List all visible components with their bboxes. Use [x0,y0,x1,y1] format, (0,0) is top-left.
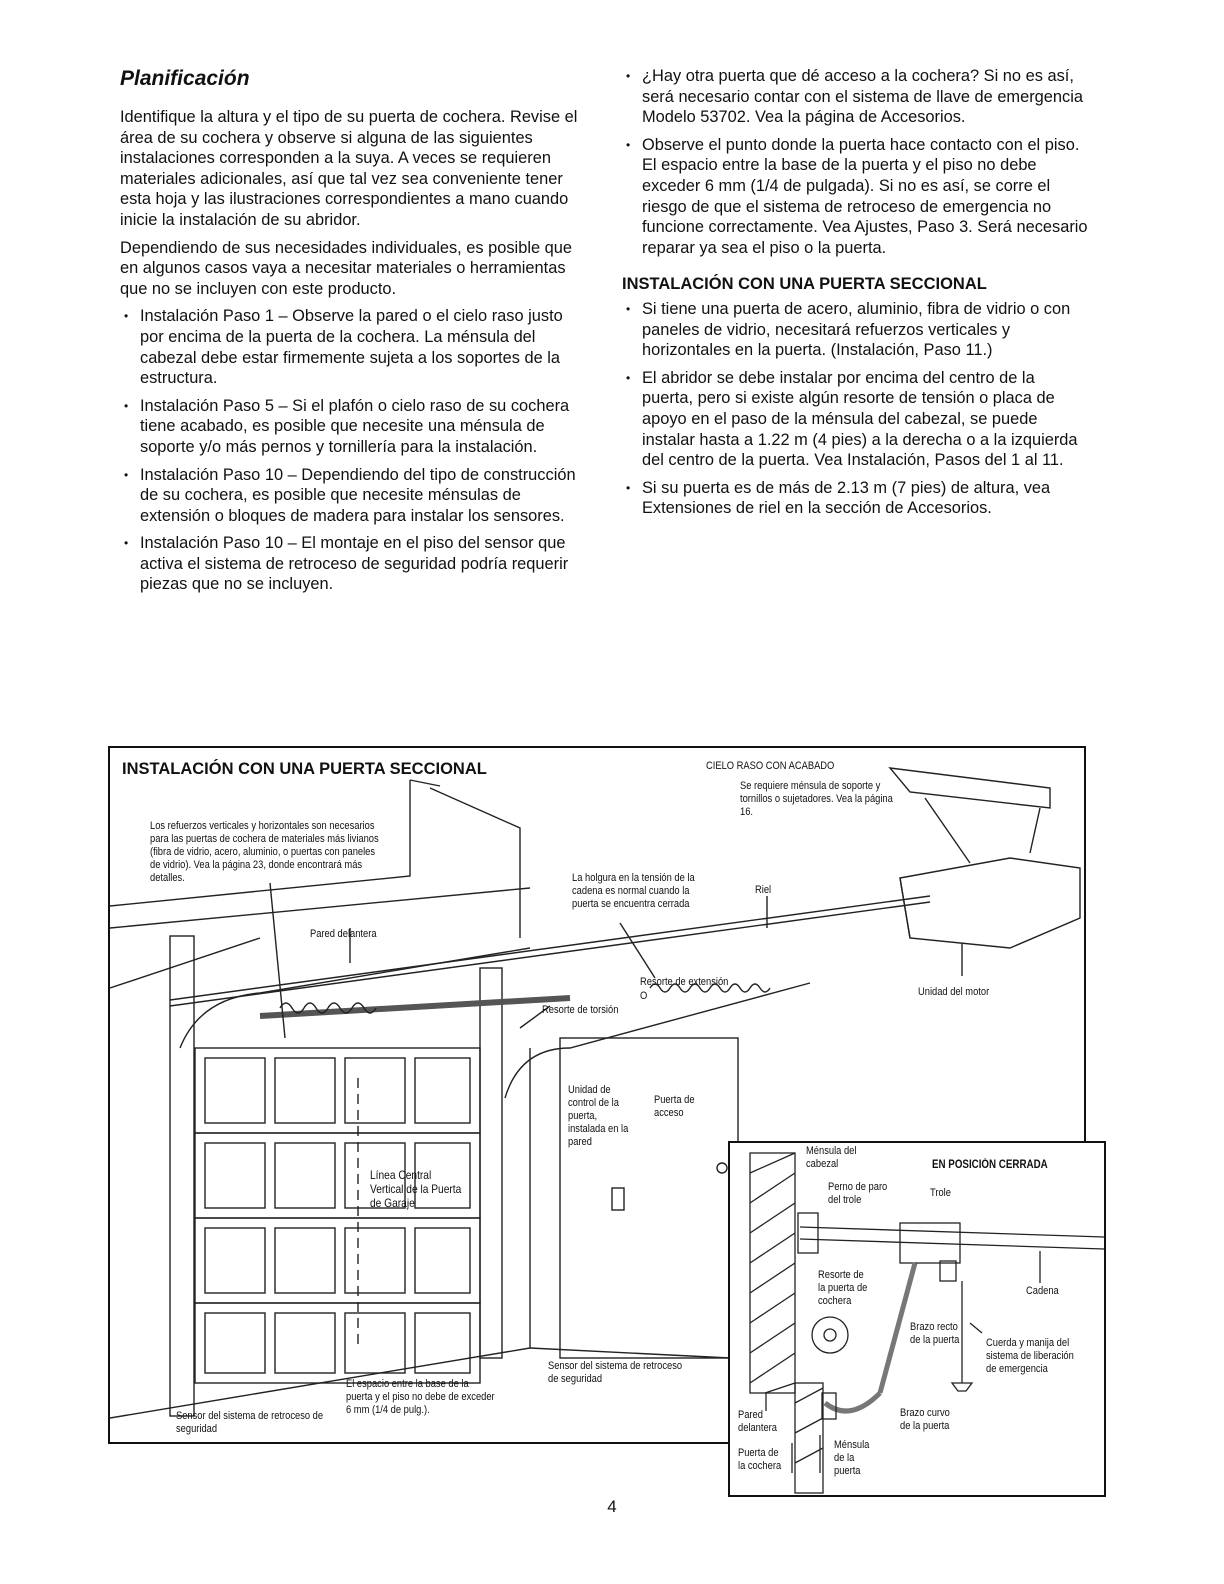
page-number: 4 [607,1497,617,1516]
label-reinforcements: Los refuerzos verticales y horizontales son necesarios para las puertas de cochera de materiales más livianos (fibra de vidrio, acero, aluminio, o puertas con paneles de vidrio). Vea la página 23, donde encontrará más detalles. [150,820,379,884]
label-gap-note: El espacio entre la base de la puerta y el piso no debe de exceder 6 mm (1/4 de pulg.). [346,1378,495,1416]
left-column [120,66,588,602]
label-extension-spring: Resorte de extensión [640,976,729,988]
label-straight-arm: Brazo recto de la puerta [910,1321,960,1346]
label-front-wall-inset: Pared delantera [738,1409,777,1434]
label-motor-unit: Unidad del motor [918,986,990,998]
label-header-bracket: Ménsula del cabezal [806,1145,857,1170]
label-ceiling-bracket-note: Se requiere ménsula de soporte y tornillos o sujetadores. Vea la página 16. [740,780,893,818]
label-rope-handle: Cuerda y manija del sistema de liberación de emergencia [986,1337,1074,1375]
label-garage-door: Puerta de la cochera [738,1447,782,1472]
planning-title: Planificación [120,67,250,90]
closed-position-inset [728,1141,1106,1497]
list-item: • Instalación Paso 10 – Dependiendo del tipo de construcción de su cochera, es posible que necesite ménsulas de extensión o bloques de madera para instalar los sensores. [120,465,588,527]
list-item: • Instalación Paso 1 – Observe la pared o el cielo raso justo por encima de la puerta de la cochera. La ménsula del cabezal debe estar firmemente sujeta a los soportes de la estructura. [120,306,588,388]
label-or: O [640,990,648,1002]
label-access-door: Puerta de acceso [654,1094,695,1119]
list-item: • ¿Hay otra puerta que dé acceso a la cochera? Si no es así, será necesario contar con el sistema de llave de emergencia Modelo 53702. Vea la página de Accesorios. [622,66,1090,128]
right-column [622,66,1090,526]
label-curved-arm: Brazo curvo de la puerta [900,1407,950,1432]
label-torsion-spring: Resorte de torsión [542,1004,619,1016]
label-trolley: Trole [930,1187,951,1199]
label-safety-sensor-left: Sensor del sistema de retroceso de seguridad [176,1410,324,1435]
label-finished-ceiling: CIELO RASO CON ACABADO [706,760,835,772]
label-chain: Cadena [1026,1285,1059,1297]
closed-position-illustration [730,1143,1104,1495]
list-item: • Instalación Paso 5 – Si el plafón o cielo raso de su cochera tiene acabado, es posible que necesite una ménsula de soporte y/o más pernos y tornillería para la instalación. [120,396,588,458]
list-item: • Observe el punto donde la puerta hace contacto con el piso. El espacio entre la base de la puerta y el piso no debe exceder 6 mm (1/4 de pulgada). Si no es así, se corre el riesgo de que el sistema de retroceso de emergencia no funcione correctamente. Vea Ajustes, Paso 3. Será necesario reparar ya sea el piso o la puerta. [622,135,1090,259]
label-front-wall: Pared delantera [310,928,377,940]
label-rail: Riel [755,884,772,896]
label-centerline: Línea Central Vertical de la Puerta de Garaje [370,1168,462,1210]
label-safety-sensor-right: Sensor del sistema de retroceso de seguridad [548,1360,683,1385]
figure-title: INSTALACIÓN CON UNA PUERTA SECCIONAL [122,760,487,778]
list-item: • Instalación Paso 10 – El montaje en el piso del sensor que activa el sistema de retroceso de seguridad podría requerir piezas que no se incluyen. [120,533,588,595]
list-item: • El abridor se debe instalar por encima del centro de la puerta, pero si existe algún resorte de tensión o placa de apoyo en el paso de la ménsula del cabezal, se puede instalar hasta a 1.22 m (4 pies) a la derecha o a la izquierda del centro de la puerta. Vea Instalación, Pasos del 1 al 11. [622,368,1090,471]
label-door-bracket: Ménsula de la puerta [834,1439,870,1477]
label-wall-control: Unidad de control de la puerta, instalada en la pared [568,1084,629,1148]
materials-paragraph: Dependiendo de sus necesidades individuales, es posible que en algunos casos vaya a necesitar materiales o herramientas que no se incluyen con este producto. [120,238,572,298]
list-item: • Si tiene una puerta de acero, aluminio, fibra de vidrio o con paneles de vidrio, necesitará refuerzos verticales y horizontales en la puerta. (Instalación, Paso 11.) [622,299,1090,361]
label-chain-slack: La holgura en la tensión de la cadena es normal cuando la puerta se encuentra cerrada [572,872,695,910]
label-door-spring: Resorte de la puerta de cochera [818,1269,868,1307]
intro-paragraph: Identifique la altura y el tipo de su puerta de cochera. Revise el área de su cochera y observe si alguna de las siguientes instalaciones corresponden a la suya. A veces se requieren materiales adicionales, así que tal vez sea conveniente tener esta hoja y las ilustraciones correspondientes a mano cuando inicie la instalación de su abridor. [120,108,578,229]
right-bullet-list-top [622,66,1090,258]
inset-title: EN POSICIÓN CERRADA [932,1159,1048,1171]
list-item: • Si su puerta es de más de 2.13 m (7 pies) de altura, vea Extensiones de riel en la sección de Accesorios. [622,478,1090,519]
right-bullet-list-bottom [622,299,1090,519]
label-trolley-stop-bolt: Perno de paro del trole [828,1181,888,1206]
sectional-door-heading: INSTALACIÓN CON UNA PUERTA SECCIONAL [622,275,987,294]
left-bullet-list [120,306,588,595]
